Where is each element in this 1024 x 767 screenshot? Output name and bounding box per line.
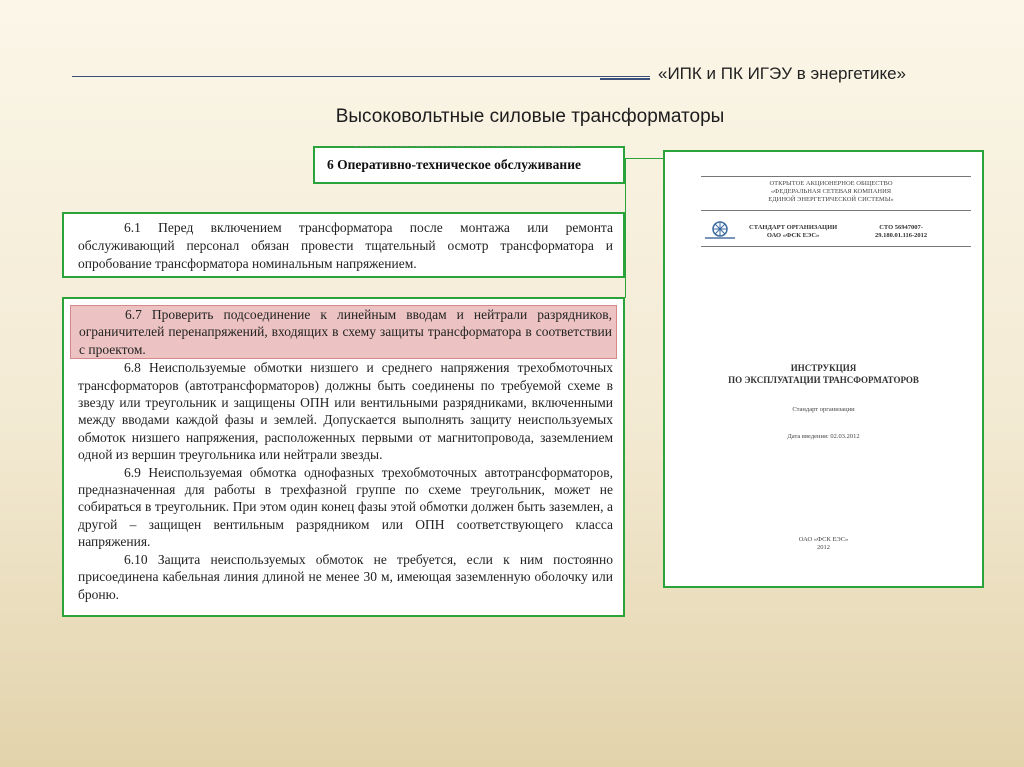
connector-line-vertical — [625, 158, 626, 298]
paragraph-6-1: 6.1 Перед включением трансформатора после монтажа или ремонта обслуживающий персонал обязан провести тщательный осмотр трансформатора и опробование трансформатора номинальным напряжением. — [78, 220, 613, 271]
paragraph-6-10: 6.10 Защита неиспользуемых обмоток не требуется, если к ним постоянно присоединена кабельная линия длиной не менее 30 м, имеющая заземленную оболочку или броню. — [78, 551, 613, 602]
doc-subtitle: Стандарт организации — [792, 406, 855, 413]
fsk-logo-icon — [703, 218, 737, 240]
paragraph-box-6-7-6-10 — [62, 297, 625, 617]
doc-footer: ОАО «ФСК ЕЭС» 2012 — [798, 536, 849, 551]
section-heading: 6 Оперативно-техническое обслуживание — [327, 157, 581, 172]
doc-organization: ОТКРЫТОЕ АКЦИОНЕРНОЕ ОБЩЕСТВО «ФЕДЕРАЛЬНАЯ СЕТЕВАЯ КОМПАНИЯ ЕДИНОЙ ЭНЕРГЕТИЧЕСКОЙ СИСТЕМЫ» — [768, 180, 894, 203]
doc-title: ИНСТРУКЦИЯ ПО ЭКСПЛУАТАЦИИ ТРАНСФОРМАТОРОВ — [728, 363, 919, 385]
section-heading-box — [313, 146, 625, 184]
doc-top-rule — [701, 176, 971, 177]
slide-title: Высоковольтные силовые трансформаторы — [335, 106, 725, 127]
standard-document-cover — [663, 150, 984, 588]
header-text: «ИПК и ПК ИГЭУ в энергетике» — [658, 64, 907, 83]
header-rule-accent — [600, 78, 650, 80]
connector-line — [625, 158, 665, 159]
doc-standard-code: СТО 56947007- 29.180.01.116-2012 — [875, 224, 928, 239]
paragraph-box-6-1 — [62, 212, 625, 278]
doc-date: Дата введения: 02.03.2012 — [787, 433, 860, 440]
doc-standard-label: СТАНДАРТ ОРГАНИЗАЦИИ ОАО «ФСК ЕЭС» — [749, 224, 838, 239]
header-rule — [72, 76, 650, 77]
paragraph-6-9: 6.9 Неиспользуемая обмотка однофазных трехобмоточных автотрансформаторов, предназначенная для работы в трехфазной группе по схеме треугольник, может не собираться в треугольник. При этом один конец фазы этой обмотки должен быть заземлен, а другой – защищен вентильным разрядником или ОПН соответствующего класса напряжения. — [78, 464, 613, 550]
paragraph-6-8: 6.8 Неиспользуемые обмотки низшего и среднего напряжения трехобмоточных трансформаторов (автотрансформаторов) должны быть соединены по требуемой схеме в звезду или треугольник и защищены ОПН или вентильными разрядниками, включенными между вводами каждой фазы и землей. Допускается выполнять защиту неиспользуемых обмоток низшего напряжения, расположенных первыми от магнитопровода, заземлением одной из вершин треугольника или нейтрали звезды. — [78, 360, 613, 463]
doc-lower-rule — [701, 246, 971, 247]
cropped-text-edge — [355, 146, 575, 153]
doc-middle-rule — [701, 210, 971, 211]
paragraph-6-7-highlighted: 6.7 Проверить подсоединение к линейным вводам и нейтрали разрядников, ограничителей перенапряжений, входящих в схему защиты трансформатора в соответствии с проектом. — [70, 305, 617, 359]
